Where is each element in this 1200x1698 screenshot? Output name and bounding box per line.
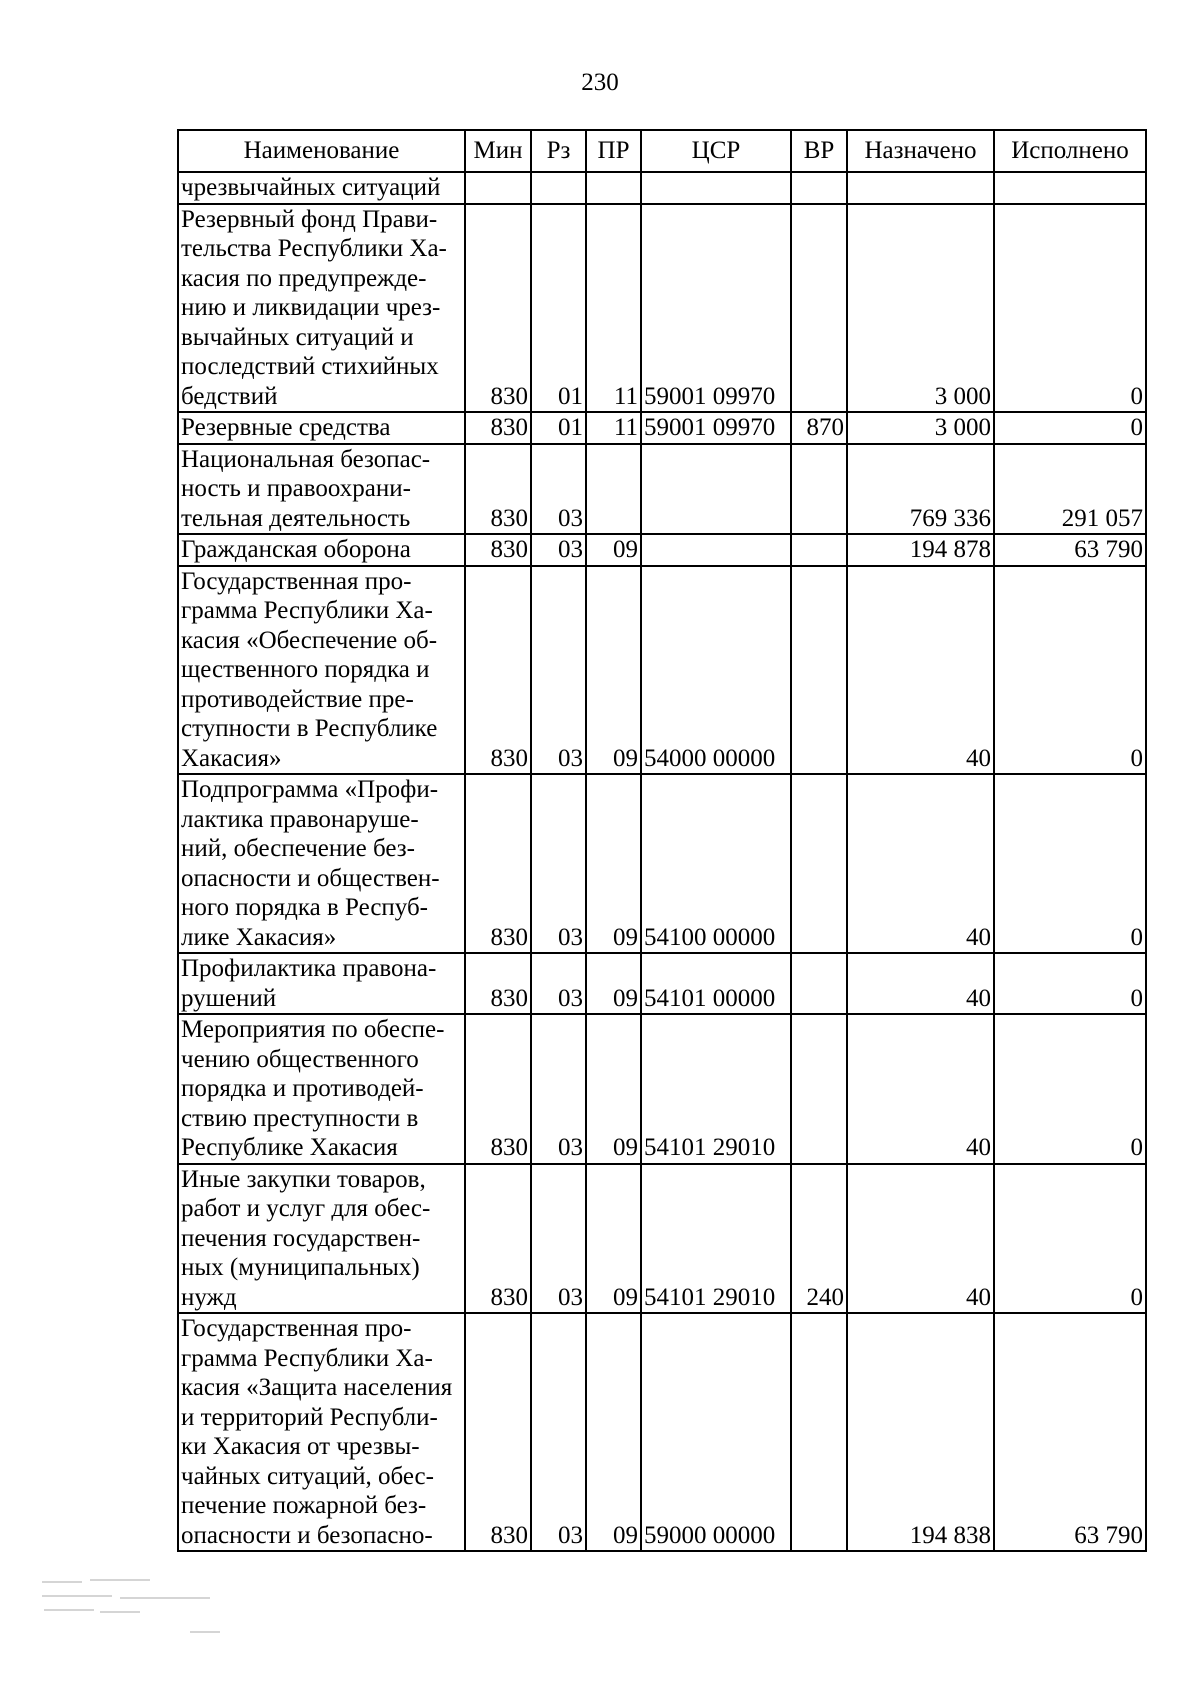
name-line: вычайных ситуаций и (181, 323, 414, 351)
cell-min: 830 (465, 412, 531, 444)
cell-min: 830 (465, 444, 531, 535)
name-line: тельства Республики Ха- (181, 235, 447, 262)
cell-rz: 03 (531, 774, 586, 953)
cell-csr: 54000 00000 (641, 566, 791, 775)
name-line: лактика правонаруше- (181, 805, 419, 833)
cell-pr: 09 (586, 1164, 641, 1314)
cell-min: 830 (465, 566, 531, 775)
name-line: касия «Обеспечение об- (181, 626, 438, 654)
cell-csr: 54101 29010 (641, 1014, 791, 1164)
cell-vr (791, 1313, 847, 1551)
cell-csr: 59001 09970 (641, 204, 791, 413)
cell-pr: 11 (586, 204, 641, 413)
name-line: печения государствен- (181, 1224, 421, 1252)
cell-assigned: 40 (847, 1014, 994, 1164)
cell-name (178, 204, 465, 413)
cell-executed: 0 (994, 953, 1146, 1014)
cell-rz: 03 (531, 953, 586, 1014)
name-line: грамма Республики Ха- (181, 597, 433, 624)
name-line: нию и ликвидации чрез- (181, 294, 441, 321)
name-line: касия «Защита населения (181, 1374, 453, 1401)
cell-pr: 09 (586, 953, 641, 1014)
cell-pr (586, 444, 641, 535)
cell-assigned: 40 (847, 953, 994, 1014)
name-line: Государственная про- (181, 1315, 412, 1342)
table-row (178, 566, 1146, 775)
table-row (178, 534, 1146, 566)
name-line: и территорий Республи- (181, 1403, 438, 1431)
cell-rz: 01 (531, 204, 586, 413)
table-row (178, 412, 1146, 444)
cell-assigned (847, 172, 994, 204)
cell-vr: 870 (791, 412, 847, 444)
name-line: лике Хакасия» (181, 923, 337, 951)
header-rz: Рз (531, 130, 586, 172)
name-line: Мероприятия по обеспе- (181, 1016, 445, 1043)
header-assigned: Назначено (847, 130, 994, 172)
name-line: Хакасия» (181, 744, 282, 772)
cell-executed: 0 (994, 1014, 1146, 1164)
cell-min: 830 (465, 204, 531, 413)
cell-assigned: 40 (847, 566, 994, 775)
cell-vr (791, 204, 847, 413)
cell-pr (586, 172, 641, 204)
cell-pr: 09 (586, 1014, 641, 1164)
table-row (178, 1313, 1146, 1551)
cell-pr: 09 (586, 534, 641, 566)
table-row (178, 953, 1146, 1014)
name-line: Резервный фонд Прави- (181, 205, 438, 233)
name-line: чению общественного (181, 1045, 419, 1073)
cell-executed: 63 790 (994, 1313, 1146, 1551)
name-line: касия по предупрежде- (181, 264, 427, 292)
budget-table (177, 129, 1147, 1552)
cell-csr: 54101 29010 (641, 1164, 791, 1314)
name-line: бедствий (181, 382, 278, 410)
cell-assigned: 194 838 (847, 1313, 994, 1551)
name-line: Национальная безопас- (181, 445, 431, 473)
cell-name (178, 774, 465, 953)
header-min: Мин (465, 130, 531, 172)
cell-rz: 03 (531, 566, 586, 775)
cell-rz (531, 172, 586, 204)
cell-pr: 09 (586, 1313, 641, 1551)
cell-executed: 0 (994, 1164, 1146, 1314)
name-line: Профилактика правона- (181, 955, 437, 982)
cell-vr (791, 566, 847, 775)
cell-csr (641, 444, 791, 535)
cell-executed: 0 (994, 412, 1146, 444)
cell-rz: 03 (531, 534, 586, 566)
name-line: чрезвычайных ситуаций (181, 174, 441, 201)
name-line: ность и правоохрани- (181, 475, 411, 502)
cell-vr (791, 444, 847, 535)
name-line: Республике Хакасия (181, 1134, 398, 1161)
name-line: печение пожарной без- (181, 1492, 427, 1519)
cell-min: 830 (465, 1313, 531, 1551)
header-pr: ПР (586, 130, 641, 172)
table-body (178, 172, 1146, 1551)
cell-name (178, 1014, 465, 1164)
name-line: рушений (181, 984, 277, 1012)
name-line: ки Хакасия от чрезвы- (181, 1433, 420, 1460)
name-line: Резервные средства (181, 414, 391, 441)
name-line: грамма Республики Ха- (181, 1344, 433, 1372)
cell-assigned: 40 (847, 1164, 994, 1314)
cell-min (465, 172, 531, 204)
cell-csr (641, 172, 791, 204)
cell-assigned: 194 878 (847, 534, 994, 566)
table-row (178, 444, 1146, 535)
cell-pr: 09 (586, 566, 641, 775)
cell-executed (994, 172, 1146, 204)
name-line: противодействие пре- (181, 685, 414, 713)
cell-min: 830 (465, 534, 531, 566)
name-line: опасности и обществен- (181, 864, 440, 892)
cell-executed: 0 (994, 566, 1146, 775)
cell-csr: 59001 09970 (641, 412, 791, 444)
cell-vr (791, 953, 847, 1014)
cell-vr (791, 1014, 847, 1164)
cell-executed: 291 057 (994, 444, 1146, 535)
cell-assigned: 769 336 (847, 444, 994, 535)
cell-vr (791, 774, 847, 953)
cell-name (178, 412, 465, 444)
name-line: работ и услуг для обес- (181, 1195, 431, 1222)
name-line: чайных ситуаций, обес- (181, 1462, 434, 1490)
header-executed: Исполнено (994, 130, 1146, 172)
table-row (178, 774, 1146, 953)
table-row (178, 172, 1146, 204)
cell-assigned: 40 (847, 774, 994, 953)
page-number: 230 (581, 69, 619, 96)
scan-artifact (40, 1575, 270, 1645)
cell-pr: 09 (586, 774, 641, 953)
header-name: Наименование (178, 130, 465, 172)
name-line: ствию преступности в (181, 1104, 419, 1132)
name-line: последствий стихийных (181, 353, 439, 380)
name-line: Подпрограмма «Профи- (181, 776, 439, 803)
name-line: щественного порядка и (181, 656, 430, 683)
name-line: Государственная про- (181, 567, 412, 595)
name-line: Иные закупки товаров, (181, 1165, 426, 1193)
name-line: Гражданская оборона (181, 536, 411, 563)
name-line: ступности в Республике (181, 715, 438, 742)
table-row (178, 1164, 1146, 1314)
header-csr: ЦСР (641, 130, 791, 172)
cell-vr (791, 172, 847, 204)
cell-name (178, 1313, 465, 1551)
cell-name (178, 1164, 465, 1314)
table-header-row (178, 130, 1146, 172)
cell-csr: 54100 00000 (641, 774, 791, 953)
cell-executed: 0 (994, 204, 1146, 413)
name-line: ний, обеспечение без- (181, 835, 415, 862)
cell-csr: 59000 00000 (641, 1313, 791, 1551)
cell-rz: 03 (531, 1164, 586, 1314)
cell-assigned: 3 000 (847, 204, 994, 413)
name-line: ных (муниципальных) (181, 1254, 420, 1281)
name-line: ного порядка в Респуб- (181, 894, 429, 921)
cell-min: 830 (465, 953, 531, 1014)
name-line: опасности и безопасно- (181, 1521, 433, 1549)
cell-rz: 03 (531, 1014, 586, 1164)
table-row (178, 204, 1146, 413)
table-row (178, 1014, 1146, 1164)
cell-csr (641, 534, 791, 566)
cell-name (178, 566, 465, 775)
cell-vr (791, 534, 847, 566)
cell-rz: 01 (531, 412, 586, 444)
cell-assigned: 3 000 (847, 412, 994, 444)
cell-rz: 03 (531, 1313, 586, 1551)
cell-pr: 11 (586, 412, 641, 444)
header-vr: ВР (791, 130, 847, 172)
cell-csr: 54101 00000 (641, 953, 791, 1014)
cell-name (178, 444, 465, 535)
name-line: порядка и противодей- (181, 1075, 424, 1102)
cell-rz: 03 (531, 444, 586, 535)
cell-executed: 0 (994, 774, 1146, 953)
cell-vr: 240 (791, 1164, 847, 1314)
name-line: тельная деятельность (181, 504, 411, 532)
cell-name (178, 534, 465, 566)
name-line: нужд (181, 1283, 237, 1311)
cell-min: 830 (465, 1014, 531, 1164)
cell-name (178, 953, 465, 1014)
cell-name (178, 172, 465, 204)
cell-min: 830 (465, 1164, 531, 1314)
cell-executed: 63 790 (994, 534, 1146, 566)
cell-min: 830 (465, 774, 531, 953)
